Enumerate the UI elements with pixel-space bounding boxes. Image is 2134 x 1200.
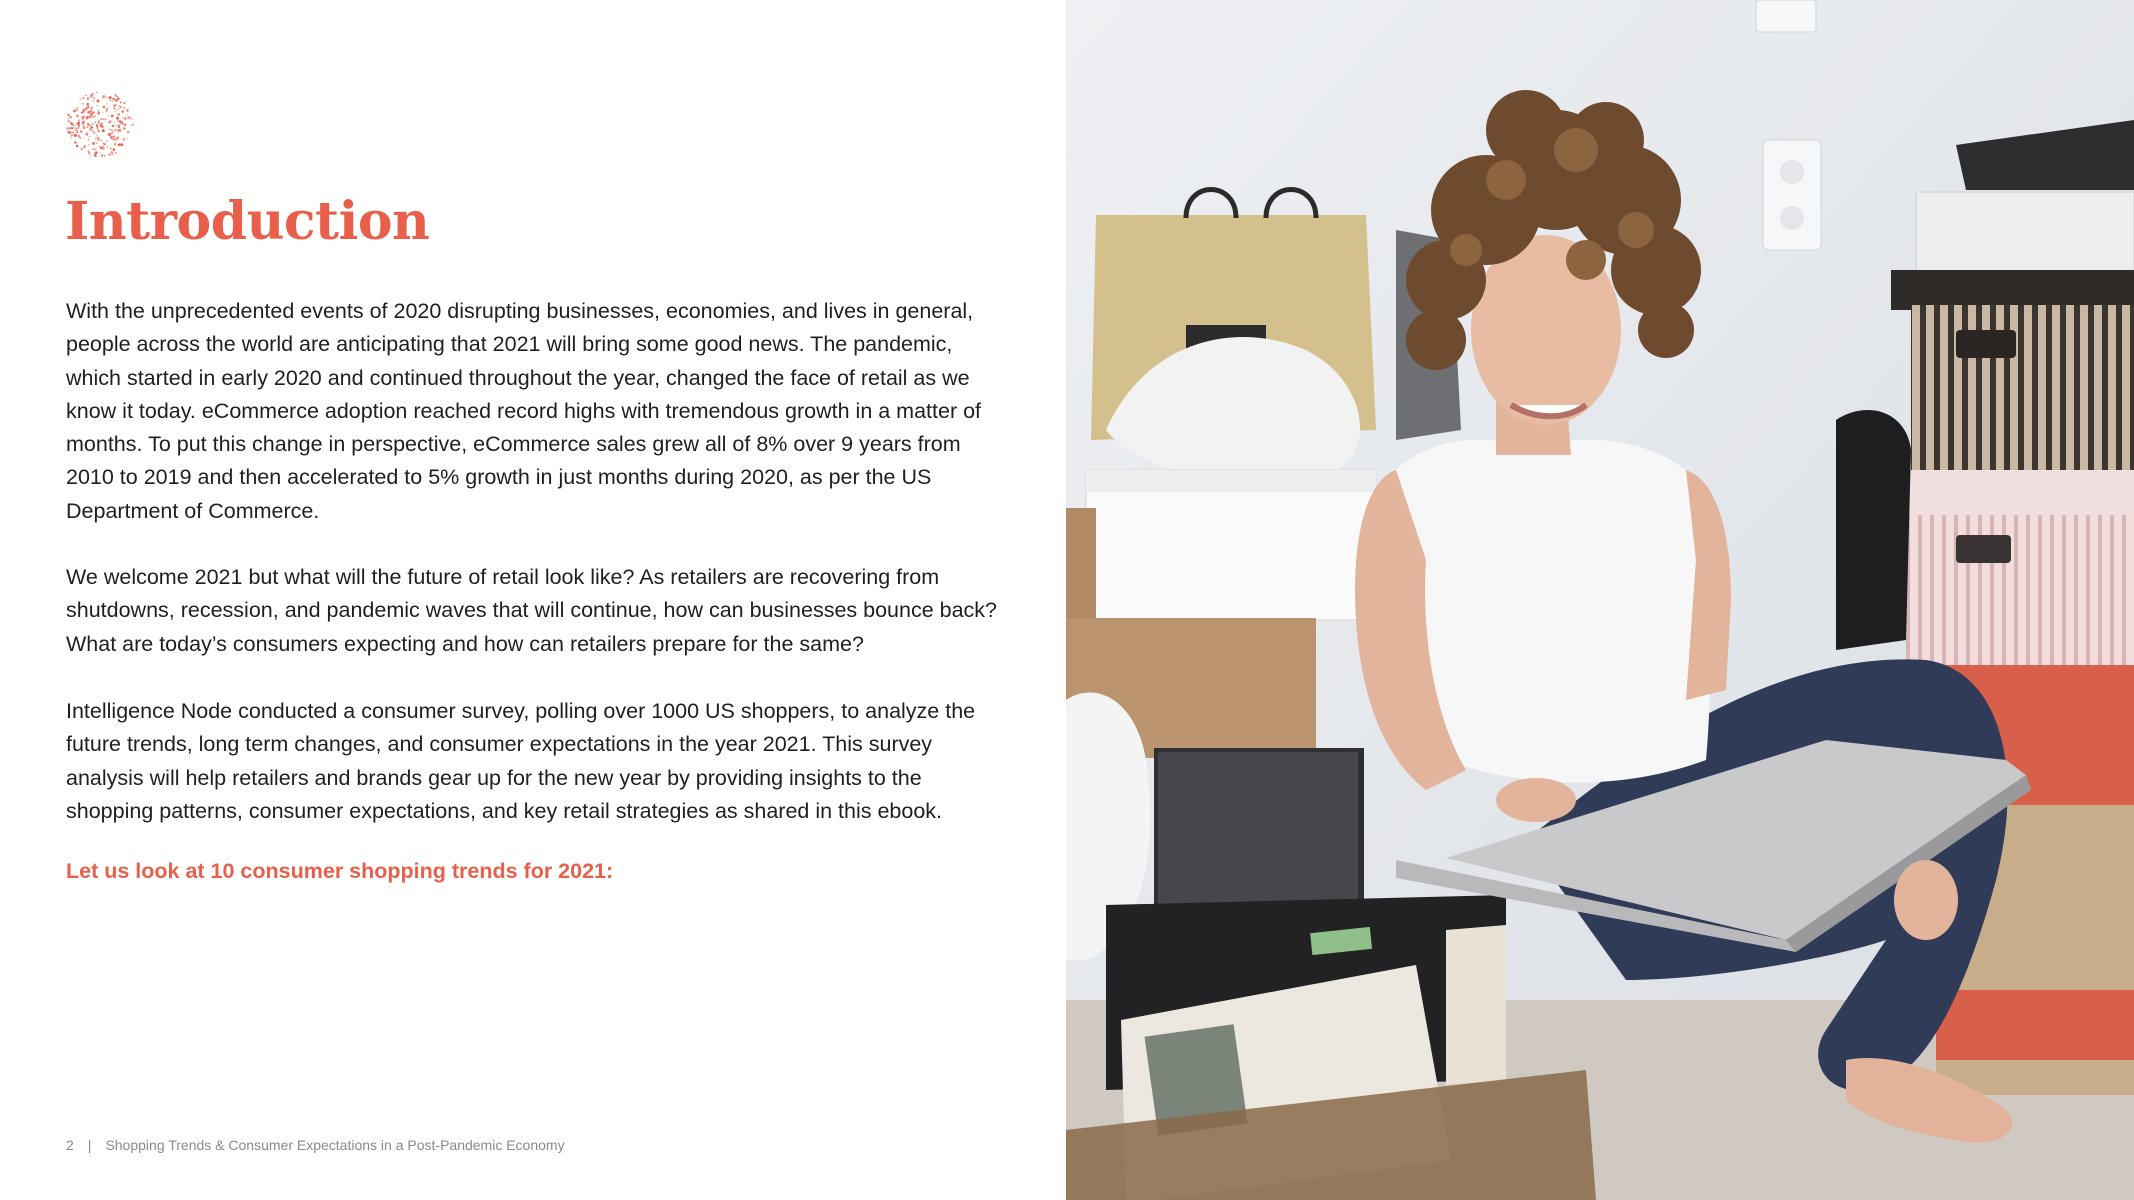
- trends-callout: Let us look at 10 consumer shopping trends for 2021:: [66, 859, 614, 883]
- page-title: Introduction: [65, 191, 430, 252]
- intro-paragraph-3: Intelligence Node conducted a consumer survey, polling over 1000 US shoppers, to analyze the future trends, long term changes, and consumer expectations in the year 2021. This survey analysis will help retailers and brands gear up for the new year by providing insights to the shopping patterns, consumer expectations, and key retail strategies as shared in this ebook.: [66, 699, 976, 823]
- content-panel: [0, 0, 1066, 1200]
- intro-paragraph-1: With the unprecedented events of 2020 disrupting businesses, economies, and lives in general, people across the world are anticipating that 2021 will bring some good news. The pandemic, which started in early 2020 and continued throughout the year, changed the face of retail as we know it today. eCommerce adoption reached record highs with tremendous growth in a matter of months. To put this change in perspective, eCommerce sales grew all of 8% over 9 years from 2010 to 2019 and then accelerated to 5% growth in just months during 2020, as per the US Department of Commerce.: [66, 299, 982, 523]
- document-title: Shopping Trends & Consumer Expectations in a Post-Pandemic Economy: [105, 1137, 565, 1153]
- footer-separator: |: [87, 1137, 92, 1153]
- photo-illustration: [1066, 0, 2134, 1200]
- intro-paragraph-2: We welcome 2021 but what will the future of retail look like? As retailers are recovering from shutdowns, recession, and pandemic waves that will continue, how can businesses bounce back? What are today’s consumers expecting and how can retailers prepare for the same?: [66, 565, 998, 656]
- footer-left: [66, 1135, 565, 1155]
- woman-with-laptop-among-boxes-photo: [1066, 0, 2134, 1200]
- dotted-sphere-logo-icon: [64, 88, 136, 160]
- page-number: 2: [66, 1137, 74, 1153]
